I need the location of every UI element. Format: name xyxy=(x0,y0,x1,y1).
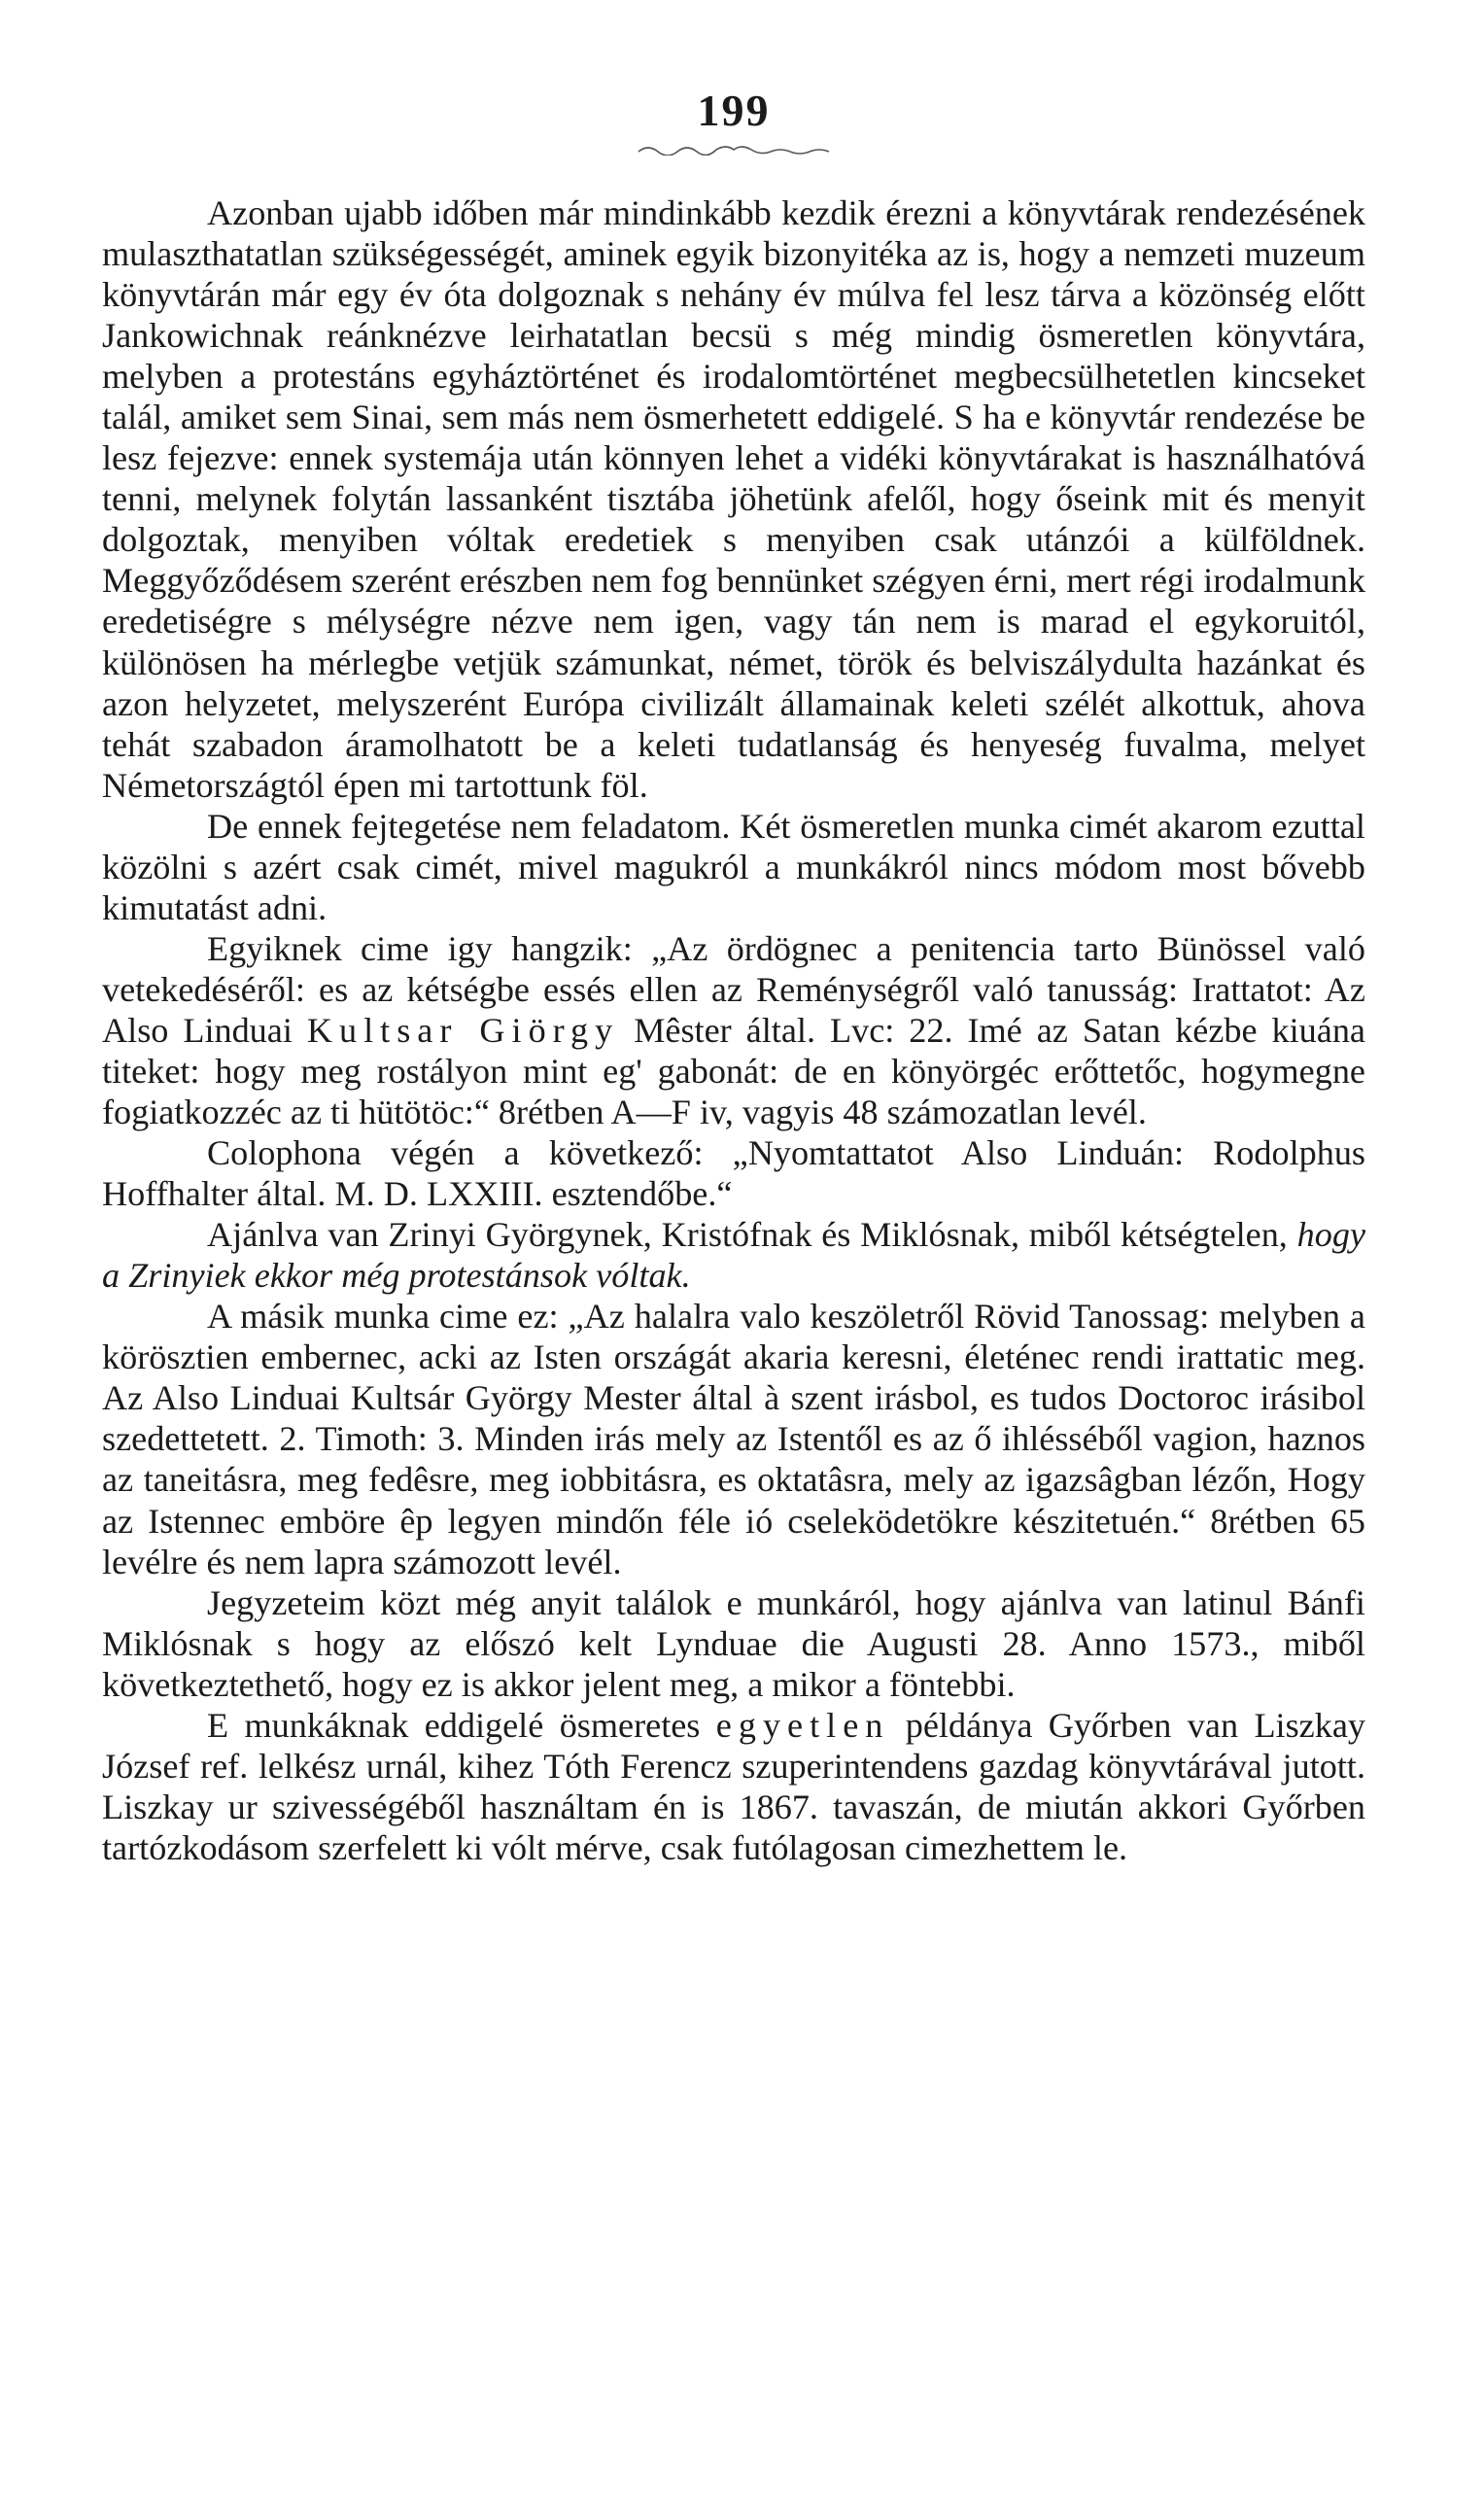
book-page xyxy=(102,86,1365,1868)
paragraph-5-start: Ajánlva van Zrinyi Györgynek, Kristófnak és Miklósnak, miből kétségtelen, xyxy=(207,1215,1297,1255)
paragraph-7: Jegyzeteim közt még anyit találok e munkáról, hogy ajánlva van latinul Bánfi Miklósnak s hogy az előszó kelt Lynduae die Augusti 28. Anno 1573., miből következtethető, hogy ez is akkor jelent meg, a mikor a föntebbi. xyxy=(102,1582,1365,1704)
paragraph-8-start: E munkáknak eddigelé ösmeretes xyxy=(207,1705,716,1745)
paragraph-6: A másik munka cime ez: „Az halalra valo keszöletről Rövid Tanossag: melyben a körösztien embernec, acki az Isten országát akaria keresni, életénec rendi irattatic meg. Az Also Linduai Kultsár György Mester által à szent irásbol, es tudos Doctoroc irásibol szedettetett. 2. Timoth: 3. Minden irás mely az Istentől es az ő ihlésséből vagion, haznos az taneitásra, meg fedêsre, meg iobbitásra, es oktatâsra, mely az igazsâgban lézőn, Hogy az Istennec emböre êp legyen mindőn féle ió cseleködetökre készitetuén.“ 8rétben 65 levélre és nem lapra számozott levél. xyxy=(102,1297,1365,1581)
paragraph-3-start: Egyiknek cime igy hangzik: „Az ördögnec a penitencia tarto Bünössel való vetekedéséről: es az kétségbe essés ellen az Reménységről való tanusság: Irattatot: Az Also Linduai xyxy=(102,928,1365,1050)
paragraph-3-end: Mêster által. Lvc: 22. Imé az Satan kézbe kiuána titeket: hogy meg rostályon mint eg' gabonát: de en könyörgéc erőttetőc, hogymegne fogiatkozzéc az ti hütötöc:“ 8rétben A—F iv, vagyis 48 számozatlan levél. xyxy=(102,1010,1365,1132)
body-text xyxy=(102,192,1365,1868)
paragraph-4: Colophona végén a következő: „Nyomtattatot Also Linduán: Rodolphus Hoffhalter által. M. D. LXXIII. esztendőbe.“ xyxy=(102,1133,1365,1214)
paragraph-3 xyxy=(102,928,1365,1132)
author-name-spaced: Kultsar Giörgy xyxy=(306,1010,620,1050)
decorative-ornament xyxy=(637,142,831,156)
paragraph-2: De ennek fejtegetése nem feladatom. Két ösmeretlen munka cimét akarom ezuttal közölni s azért csak cimét, mivel magukról a munkákról nincs módom most bővebb kimutatást adni. xyxy=(102,806,1365,927)
page-number: 199 xyxy=(697,86,771,135)
emphasis-spaced: egyetlen xyxy=(715,1705,890,1745)
paragraph-5 xyxy=(102,1214,1365,1296)
paragraph-1: Azonban ujabb időben már mindinkább kezdik érezni a könyvtárak rendezésének mulaszthatatlan szükségességét, aminek egyik bizonyitéka az is, hogy a nemzeti muzeum könyvtárán már egy év óta dolgoznak s nehány év múlva fel lesz tárva a közönség előtt Jankowichnak reánknézve leirhatatlan becsü s még mindig ösmeretlen könyvtára, melyben a protestáns egyháztörténet és irodalomtörténet megbecsülhetetlen kincseket talál, amiket sem Sinai, sem más nem ösmerhetett eddigelé. S ha e könyvtár rendezése be lesz fejezve: ennek systemája után könnyen lehet a vidéki könyvtárakat is használhatóvá tenni, melynek folytán lassanként tisztába jöhetünk afelől, hogy őseink mit és menyit dolgoztak, menyiben vóltak eredetiek s menyiben csak utánzói a külföldnek. Meggyőződésem szerént erészben nem fog bennünket szégyen érni, mert régi irodalmunk eredetiségre s mélységre nézve nem igen, vagy tán nem is marad el egykoruitól, különösen ha mérlegbe vetjük számunkat, német, török és belviszálydulta hazánkat és azon helyzetet, melyszerént Európa civilizált államainak keleti szélét alkottuk, ahova tehát szabadon áramolhatott be a keleti tudatlanság és henyeség fuvalma, melyet Németországtól épen mi tartottunk föl. xyxy=(102,193,1365,805)
paragraph-8 xyxy=(102,1705,1365,1868)
paragraph-5-italic: hogy a Zrinyiek ekkor még protestánsok vóltak. xyxy=(102,1215,1365,1296)
paragraph-8-end: példánya Győrben van Liszkay József ref. lelkész urnál, kihez Tóth Ferencz szuperintendens gazdag könyvtárával jutott. Liszkay ur szivességéből használtam én is 1867. tavaszán, de miután akkori Győrben tartózkodásom szerfelett ki vólt mérve, csak futólagosan cimezhettem le. xyxy=(102,1705,1365,1867)
